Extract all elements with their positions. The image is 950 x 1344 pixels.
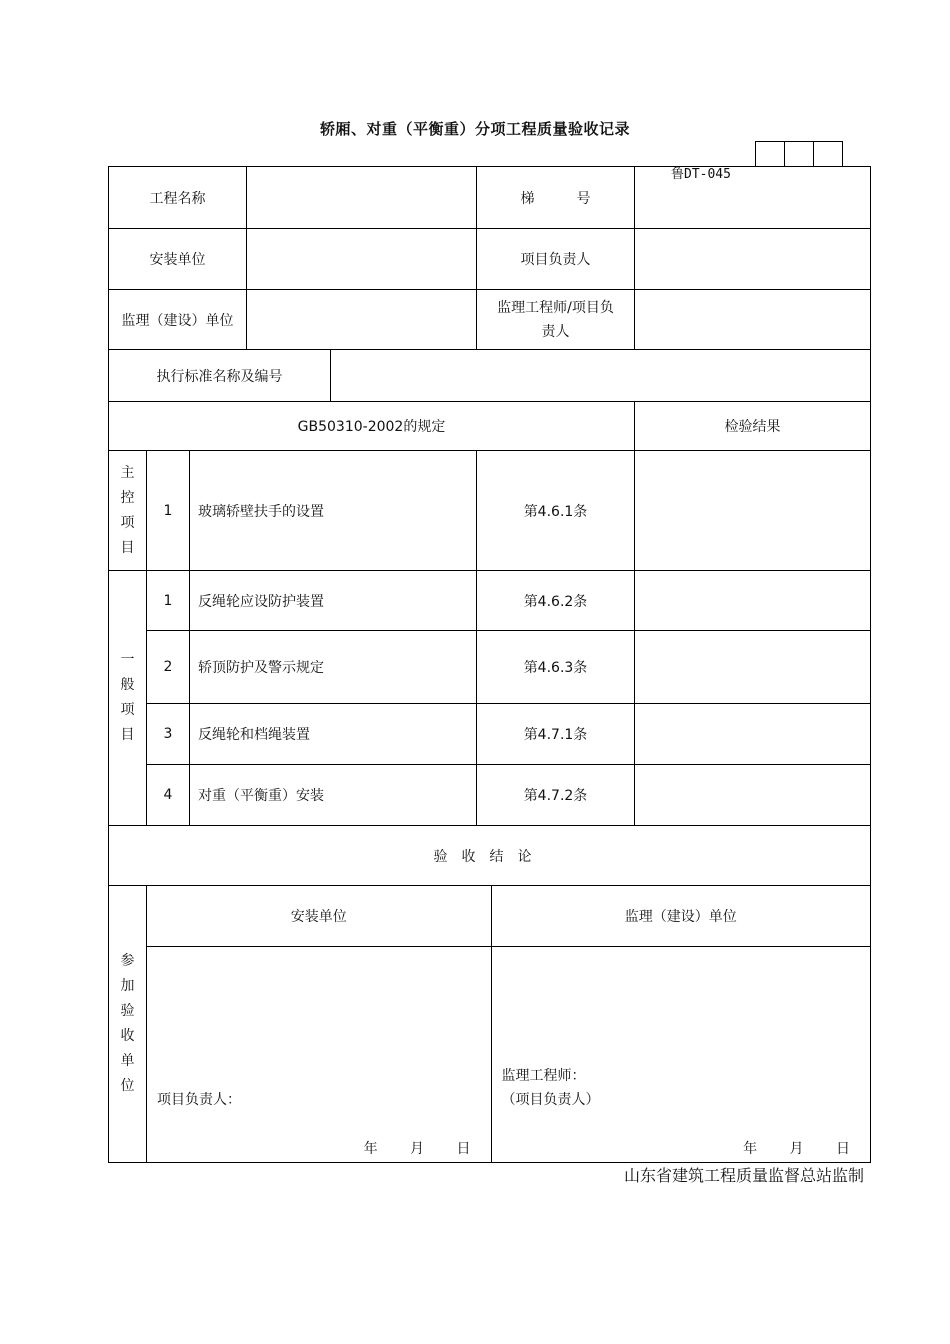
item-no: 1 bbox=[147, 451, 190, 571]
item-clause: 第4.6.3条 bbox=[477, 631, 635, 704]
standard-value[interactable] bbox=[331, 350, 871, 401]
participants-group-label: 参 加 验 收 单 位 bbox=[109, 886, 147, 1163]
item-desc: 反绳轮和档绳装置 bbox=[190, 704, 477, 765]
elevator-no-label: 梯 号 bbox=[477, 167, 635, 229]
item-clause: 第4.6.1条 bbox=[477, 451, 635, 571]
install-sign-area[interactable] bbox=[147, 946, 491, 1162]
item-clause: 第4.7.1条 bbox=[477, 704, 635, 765]
install-unit-header: 安装单位 bbox=[147, 886, 491, 946]
standard-label: 执行标准名称及编号 bbox=[109, 350, 331, 401]
project-manager-sign-label: 项目负责人： bbox=[157, 1091, 241, 1108]
item-no: 1 bbox=[147, 571, 190, 631]
footer-issuer: 山东省建筑工程质量监督总站监制 bbox=[623, 1166, 864, 1185]
item-no: 3 bbox=[147, 704, 190, 765]
project-manager-label: 项目负责人 bbox=[477, 229, 635, 290]
install-unit-label: 安装单位 bbox=[109, 229, 247, 290]
general-group-label: 一 般 项 目 bbox=[109, 571, 147, 826]
supervision-sign-area[interactable] bbox=[491, 946, 870, 1162]
supervision-engineer-sign-label: 监理工程师： bbox=[501, 1067, 586, 1084]
item-result[interactable] bbox=[635, 631, 871, 704]
supervision-engineer-value[interactable] bbox=[635, 290, 871, 350]
conclusion-label: 验收结论 bbox=[109, 826, 871, 886]
supervision-engineer-sub-label: （项目负责人） bbox=[501, 1091, 600, 1108]
item-result[interactable] bbox=[635, 451, 871, 571]
item-clause: 第4.7.2条 bbox=[477, 765, 635, 826]
item-desc: 玻璃轿壁扶手的设置 bbox=[190, 451, 477, 571]
item-no: 4 bbox=[147, 765, 190, 826]
item-no: 2 bbox=[147, 631, 190, 704]
code-box bbox=[755, 141, 785, 167]
item-desc: 对重（平衡重）安装 bbox=[190, 765, 477, 826]
project-manager-value[interactable] bbox=[635, 229, 871, 290]
supervision-engineer-label: 监理工程师/项目负责人 bbox=[477, 290, 635, 350]
install-sign-date: 年 月 日 bbox=[363, 1141, 471, 1157]
form-code: 鲁DT-045 bbox=[671, 167, 731, 182]
install-unit-value[interactable] bbox=[247, 229, 477, 290]
code-box bbox=[813, 141, 843, 167]
supervision-unit-label: 监理（建设）单位 bbox=[109, 290, 247, 350]
project-name-label: 工程名称 bbox=[109, 167, 247, 229]
item-result[interactable] bbox=[635, 571, 871, 631]
item-clause: 第4.6.2条 bbox=[477, 571, 635, 631]
supervision-sign-date: 年 月 日 bbox=[743, 1141, 850, 1157]
supervision-unit-value[interactable] bbox=[247, 290, 477, 350]
inspection-table bbox=[108, 166, 871, 1163]
item-result[interactable] bbox=[635, 704, 871, 765]
project-name-value[interactable] bbox=[247, 167, 477, 229]
code-box bbox=[784, 141, 814, 167]
item-result[interactable] bbox=[635, 765, 871, 826]
item-desc: 反绳轮应设防护装置 bbox=[190, 571, 477, 631]
code-boxes bbox=[756, 141, 843, 167]
regulation-header: GB50310-2002的规定 bbox=[109, 402, 635, 451]
main-control-group-label: 主 控 项 目 bbox=[109, 451, 147, 571]
result-header: 检验结果 bbox=[635, 402, 871, 451]
supervision-unit-header: 监理（建设）单位 bbox=[491, 886, 870, 946]
elevator-no-value[interactable] bbox=[635, 167, 871, 229]
page-title: 轿厢、对重（平衡重）分项工程质量验收记录 bbox=[319, 120, 630, 138]
item-desc: 轿顶防护及警示规定 bbox=[190, 631, 477, 704]
